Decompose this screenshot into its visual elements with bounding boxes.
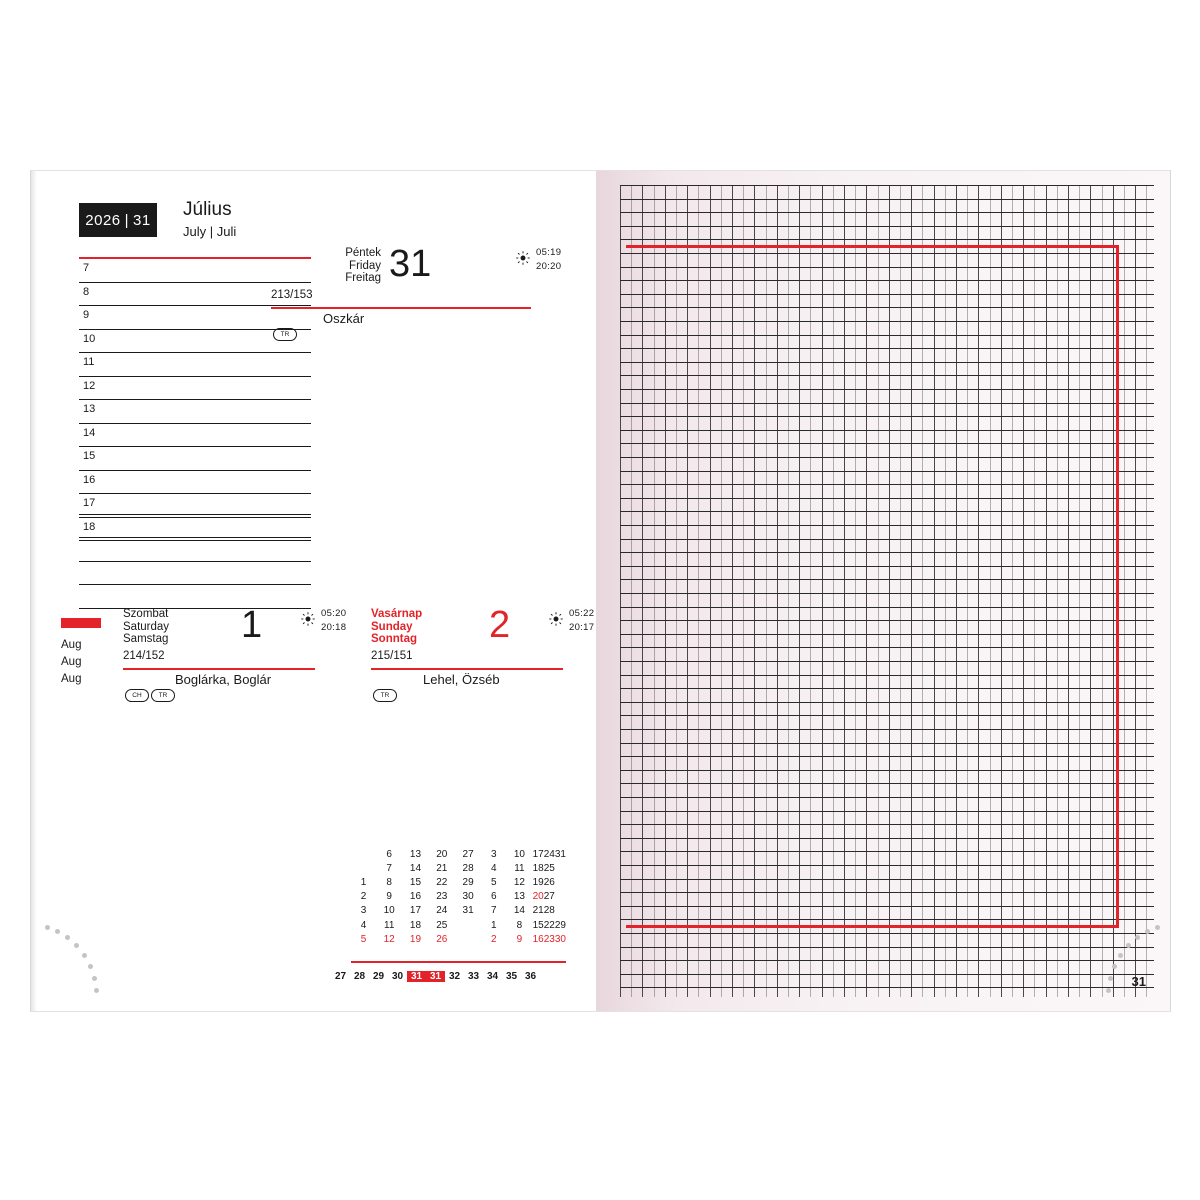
mini-calendar-row bbox=[351, 918, 566, 932]
sunset-time-friday: 20:20 bbox=[536, 261, 562, 272]
mc-cell: 31 bbox=[554, 848, 566, 860]
grid-row-line bbox=[620, 212, 1154, 213]
grid-row-line bbox=[620, 375, 1154, 376]
perforation-dot bbox=[1118, 953, 1123, 958]
mc-cell: 24 bbox=[436, 905, 448, 917]
notes-line[interactable] bbox=[79, 585, 311, 609]
grid-row-line bbox=[620, 933, 1154, 934]
sun-icon bbox=[301, 612, 315, 626]
grid-row-line bbox=[620, 715, 1154, 716]
grid-row-line bbox=[620, 906, 1154, 907]
mc-cell: 15 bbox=[409, 876, 422, 888]
mc-cell-red: 23 bbox=[543, 933, 555, 945]
grid-row-line bbox=[620, 348, 1154, 349]
week-label: 31 bbox=[133, 211, 151, 229]
squared-grid[interactable] bbox=[620, 185, 1154, 997]
mc-cell-red: 19 bbox=[409, 933, 422, 945]
mc-cell: 19 bbox=[532, 876, 544, 888]
mc-cell: 29 bbox=[554, 919, 566, 931]
grid-row-line bbox=[620, 416, 1154, 417]
mc-cell: 1 bbox=[490, 919, 497, 931]
mc-cell-red: 2 bbox=[490, 933, 497, 945]
dow-de: Sonntag bbox=[371, 633, 417, 645]
page-gutter-shadow bbox=[31, 171, 37, 1011]
grid-row-line bbox=[620, 607, 1154, 608]
left-page bbox=[30, 170, 597, 1012]
holiday-badge-tr[interactable]: TR bbox=[373, 689, 397, 702]
grid-row-line bbox=[620, 307, 1154, 308]
perforation-dot bbox=[1135, 935, 1140, 940]
mc-cell: 6 bbox=[490, 891, 497, 903]
mc-cell bbox=[455, 918, 481, 932]
grid-row-line bbox=[620, 267, 1154, 268]
hour-label: 14 bbox=[83, 426, 96, 439]
hour-label: 13 bbox=[83, 403, 96, 415]
grid-row-line bbox=[620, 919, 1154, 920]
mc-cell: 21 bbox=[532, 905, 544, 917]
mc-cell-red: 12 bbox=[383, 933, 395, 945]
hour-label: 9 bbox=[83, 309, 90, 321]
week-number[interactable]: 32 bbox=[448, 971, 461, 982]
perforation-dot bbox=[1106, 988, 1111, 993]
mc-cell: 20 bbox=[436, 848, 448, 860]
mc-cell: 21 bbox=[436, 862, 448, 874]
day-count-friday: 213/153 bbox=[271, 289, 313, 301]
mc-cell: 28 bbox=[543, 905, 555, 917]
grid-row-line bbox=[620, 987, 1154, 988]
mc-cell-red: 30 bbox=[554, 933, 566, 945]
notes-line[interactable] bbox=[79, 538, 311, 562]
mini-calendar[interactable] bbox=[351, 847, 566, 946]
grid-row-line bbox=[620, 688, 1154, 689]
mc-cell: 3 bbox=[490, 848, 497, 860]
mc-cell: 13 bbox=[409, 848, 422, 860]
corner-perforation-right bbox=[1084, 923, 1164, 1003]
sun-icon bbox=[516, 251, 530, 265]
mc-cell-red: 20 bbox=[532, 891, 544, 903]
mc-cell: 18 bbox=[532, 862, 544, 874]
notes-line[interactable] bbox=[79, 515, 311, 539]
grid-row-line bbox=[620, 811, 1154, 812]
mc-cell: 30 bbox=[462, 891, 474, 903]
mc-cell: 15 bbox=[532, 919, 544, 931]
mc-cell: 29 bbox=[462, 876, 474, 888]
perforation-dot bbox=[82, 953, 87, 958]
mc-cell: 17 bbox=[409, 905, 422, 917]
week-number-current[interactable]: 31 bbox=[407, 971, 426, 982]
hour-label: 10 bbox=[83, 332, 96, 345]
mc-cell-red: 9 bbox=[516, 933, 523, 945]
diary-spread bbox=[30, 170, 1170, 1010]
mc-cell: 27 bbox=[543, 891, 555, 903]
mc-cell: 14 bbox=[409, 862, 422, 874]
mc-cell: 17 bbox=[532, 848, 544, 860]
grid-row-line bbox=[620, 865, 1154, 866]
mc-cell: 28 bbox=[462, 862, 474, 874]
week-number[interactable]: 34 bbox=[486, 971, 499, 982]
mini-calendar-row bbox=[351, 932, 566, 946]
week-number[interactable]: 33 bbox=[467, 971, 480, 982]
month-name-en-de: July | Juli bbox=[183, 224, 237, 239]
mc-cell: 8 bbox=[516, 919, 523, 931]
grid-row-line bbox=[620, 960, 1154, 961]
grid-row-line bbox=[620, 634, 1154, 635]
mc-cell: 2 bbox=[360, 891, 367, 903]
grid-row-line bbox=[620, 743, 1154, 744]
month-tab-label: Aug bbox=[61, 639, 82, 651]
dow-en: Friday bbox=[349, 259, 381, 272]
sunrise-time-friday: 05:19 bbox=[536, 247, 562, 258]
mini-calendar-row bbox=[351, 861, 566, 875]
month-tab-label: Aug bbox=[61, 673, 82, 685]
week-number[interactable]: 27 bbox=[334, 971, 347, 982]
grid-row-line bbox=[620, 579, 1154, 580]
mini-calendar-row bbox=[351, 847, 566, 861]
holiday-badge-tr[interactable]: TR bbox=[273, 328, 297, 341]
mc-cell: 27 bbox=[462, 848, 474, 860]
grid-row-line bbox=[620, 947, 1154, 948]
mc-cell bbox=[351, 847, 376, 861]
perforation-dot bbox=[92, 976, 97, 981]
day-number-friday: 31 bbox=[389, 243, 432, 285]
mc-cell bbox=[555, 890, 566, 904]
grid-row-line bbox=[620, 403, 1154, 404]
holiday-badge-ch[interactable]: CH bbox=[125, 689, 149, 702]
hour-label: 11 bbox=[83, 356, 95, 368]
mc-cell: 25 bbox=[543, 862, 555, 874]
grid-row-line bbox=[620, 593, 1154, 594]
dow-de: Samstag bbox=[123, 633, 169, 645]
grid-row-line bbox=[620, 280, 1154, 281]
perforation-dot bbox=[1155, 925, 1160, 930]
grid-row-line bbox=[620, 430, 1154, 431]
corner-perforation-left bbox=[41, 923, 121, 1003]
mc-cell: 5 bbox=[490, 876, 497, 888]
mc-cell: 4 bbox=[360, 919, 367, 931]
hour-label: 12 bbox=[83, 379, 96, 392]
grid-row-line bbox=[620, 294, 1154, 295]
sunrise-time-saturday: 05:20 bbox=[321, 608, 347, 619]
day-of-week-saturday bbox=[123, 608, 233, 646]
dow-hu: Péntek bbox=[345, 247, 381, 259]
mc-cell: 6 bbox=[386, 848, 392, 860]
mc-cell-red: 5 bbox=[360, 933, 367, 945]
grid-row-line bbox=[620, 498, 1154, 499]
mc-cell bbox=[555, 861, 566, 875]
week-number-strip[interactable] bbox=[331, 971, 569, 982]
perforation-dot bbox=[94, 988, 99, 993]
hour-row[interactable] bbox=[79, 447, 311, 471]
year-week-separator: | bbox=[124, 211, 130, 229]
dow-en: Sunday bbox=[371, 620, 413, 633]
day-rule-friday bbox=[271, 307, 531, 309]
grid-row-line bbox=[620, 389, 1154, 390]
sunset-time-saturday: 20:18 bbox=[321, 622, 347, 633]
mc-cell bbox=[455, 932, 481, 946]
mc-cell: 22 bbox=[543, 919, 555, 931]
notes-line[interactable] bbox=[79, 562, 311, 586]
mc-cell: 31 bbox=[462, 905, 474, 917]
mini-calendar-row bbox=[351, 890, 566, 904]
grid-row-line bbox=[620, 566, 1154, 567]
hour-label: 15 bbox=[83, 450, 96, 462]
day-of-week-friday bbox=[271, 247, 381, 285]
mc-cell: 14 bbox=[513, 905, 525, 917]
grid-row-line bbox=[620, 457, 1154, 458]
mc-cell bbox=[351, 861, 376, 875]
mc-cell: 22 bbox=[436, 876, 448, 888]
sun-icon bbox=[549, 612, 563, 626]
month-tab-label: Aug bbox=[61, 656, 82, 668]
perforation-dot bbox=[88, 964, 93, 969]
grid-row-line bbox=[620, 335, 1154, 336]
grid-row-line bbox=[620, 511, 1154, 512]
grid-row-line bbox=[620, 620, 1154, 621]
day-rule-sunday bbox=[371, 668, 563, 670]
mc-cell: 10 bbox=[513, 848, 525, 860]
grid-row-line bbox=[620, 756, 1154, 757]
mc-cell: 1 bbox=[360, 876, 367, 888]
grid-row-line bbox=[620, 539, 1154, 540]
hour-row[interactable] bbox=[79, 306, 311, 330]
hour-row[interactable] bbox=[79, 353, 311, 377]
year-label: 2026 bbox=[85, 211, 121, 229]
grid-row-line bbox=[620, 661, 1154, 662]
mc-cell-red: 26 bbox=[436, 933, 448, 945]
perforation-dot bbox=[1112, 964, 1117, 969]
mc-cell: 4 bbox=[490, 862, 497, 874]
grid-row-line bbox=[620, 879, 1154, 880]
hour-label: 16 bbox=[83, 473, 96, 486]
grid-row-line bbox=[620, 443, 1154, 444]
hour-label: 18 bbox=[83, 520, 96, 533]
perforation-dot bbox=[55, 929, 60, 934]
mc-cell: 26 bbox=[543, 876, 555, 888]
week-number[interactable]: 29 bbox=[372, 971, 385, 982]
dow-hu: Vasárnap bbox=[371, 608, 423, 620]
mc-cell: 23 bbox=[436, 891, 448, 903]
grid-row-line bbox=[620, 362, 1154, 363]
hour-label: 7 bbox=[83, 262, 90, 274]
grid-row-line bbox=[620, 525, 1154, 526]
mc-cell-red: 16 bbox=[532, 933, 544, 945]
hour-label: 8 bbox=[83, 285, 90, 298]
grid-row-line bbox=[620, 675, 1154, 676]
notes-line[interactable] bbox=[79, 491, 311, 515]
grid-row-line bbox=[620, 851, 1154, 852]
page-number: 31 bbox=[1131, 974, 1146, 989]
right-page bbox=[596, 170, 1171, 1012]
mini-calendar-rule bbox=[351, 961, 566, 963]
day-number-sunday: 2 bbox=[489, 604, 511, 646]
mini-calendar-row bbox=[351, 904, 566, 918]
grid-row-line bbox=[620, 552, 1154, 553]
mc-cell: 10 bbox=[383, 905, 395, 917]
mc-cell: 9 bbox=[386, 891, 392, 903]
week-number-current[interactable]: 31 bbox=[426, 971, 445, 982]
perforation-dot bbox=[65, 935, 70, 940]
perforation-dot bbox=[45, 925, 50, 930]
hour-row[interactable] bbox=[79, 400, 311, 424]
week-number[interactable]: 30 bbox=[391, 971, 404, 982]
mc-cell: 16 bbox=[409, 891, 422, 903]
name-day-friday: Oszkár bbox=[323, 311, 365, 326]
mc-cell: 25 bbox=[436, 919, 448, 931]
mc-cell: 8 bbox=[386, 876, 392, 888]
mc-cell: 11 bbox=[384, 919, 395, 931]
hour-label: 17 bbox=[83, 497, 96, 509]
hour-row[interactable] bbox=[79, 424, 311, 448]
name-day-saturday: Boglárka, Boglár bbox=[175, 672, 272, 687]
month-name-hu: Július bbox=[183, 199, 232, 220]
mc-cell: 7 bbox=[386, 862, 392, 874]
perforation-dot bbox=[1126, 943, 1131, 948]
grid-row-line bbox=[620, 729, 1154, 730]
week-number[interactable]: 28 bbox=[353, 971, 366, 982]
day-count-saturday: 214/152 bbox=[123, 650, 165, 662]
grid-row-line bbox=[620, 838, 1154, 839]
mini-calendar-row bbox=[351, 875, 566, 889]
month-change-marker bbox=[61, 618, 101, 628]
grid-row-line bbox=[620, 471, 1154, 472]
grid-row-line bbox=[620, 199, 1154, 200]
mc-cell: 13 bbox=[513, 891, 525, 903]
grid-row-line bbox=[620, 226, 1154, 227]
grid-row-line bbox=[620, 185, 1154, 186]
sunset-time-sunday: 20:17 bbox=[569, 622, 595, 633]
mc-cell: 7 bbox=[490, 905, 497, 917]
perforation-dot bbox=[74, 943, 79, 948]
month-tab-labels bbox=[61, 637, 81, 688]
mc-cell: 3 bbox=[360, 905, 367, 917]
name-day-sunday: Lehel, Özséb bbox=[423, 672, 500, 687]
grid-row-line bbox=[620, 239, 1154, 240]
perforation-dot bbox=[1108, 976, 1113, 981]
grid-row-line bbox=[620, 974, 1154, 975]
mc-cell: 12 bbox=[513, 876, 525, 888]
week-number[interactable]: 36 bbox=[524, 971, 537, 982]
mc-cell: 18 bbox=[409, 919, 422, 931]
grid-row-line bbox=[620, 484, 1154, 485]
mini-calendar-table bbox=[351, 847, 566, 946]
grid-row-line bbox=[620, 892, 1154, 893]
dow-de: Freitag bbox=[345, 272, 381, 284]
notes-lines bbox=[79, 491, 311, 609]
mc-cell: 24 bbox=[543, 848, 555, 860]
grid-row-line bbox=[620, 783, 1154, 784]
grid-row-line bbox=[620, 770, 1154, 771]
mc-cell bbox=[555, 904, 566, 918]
day-of-week-sunday bbox=[371, 608, 481, 646]
dow-hu: Szombat bbox=[123, 608, 169, 620]
hour-row[interactable] bbox=[79, 377, 311, 401]
grid-row-line bbox=[620, 647, 1154, 648]
year-week-badge bbox=[79, 203, 157, 237]
grid-row-line bbox=[620, 321, 1154, 322]
grid-row-line bbox=[620, 253, 1154, 254]
sunrise-time-sunday: 05:22 bbox=[569, 608, 595, 619]
grid-row-line bbox=[620, 702, 1154, 703]
day-number-saturday: 1 bbox=[241, 604, 263, 646]
dow-en: Saturday bbox=[123, 620, 170, 633]
mc-cell: 11 bbox=[514, 862, 525, 874]
grid-row-line bbox=[620, 797, 1154, 798]
day-rule-saturday bbox=[123, 668, 315, 670]
holiday-badge-tr[interactable]: TR bbox=[151, 689, 175, 702]
day-count-sunday: 215/151 bbox=[371, 650, 413, 662]
grid-row-line bbox=[620, 824, 1154, 825]
week-number[interactable]: 35 bbox=[505, 971, 518, 982]
day-entry-friday[interactable] bbox=[271, 243, 581, 338]
perforation-dot bbox=[1145, 929, 1150, 934]
mc-cell bbox=[555, 875, 566, 889]
